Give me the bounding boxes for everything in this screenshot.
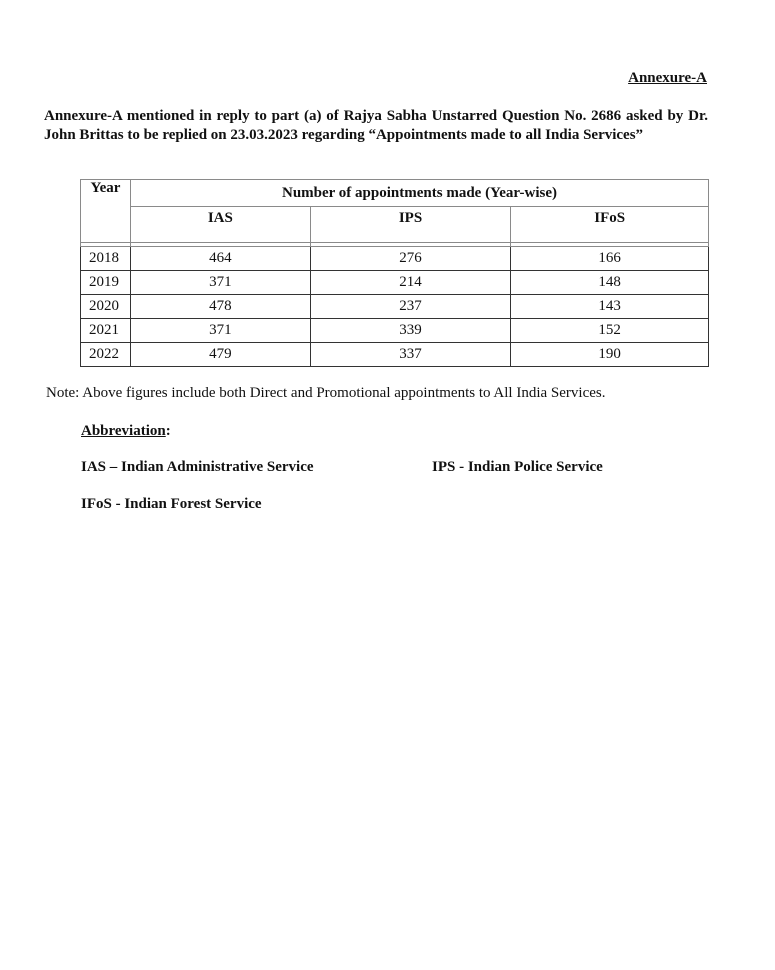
appointments-table bbox=[80, 179, 709, 367]
ifos-cell: 148 bbox=[511, 271, 709, 295]
group-column-header: Number of appointments made (Year-wise) bbox=[130, 180, 708, 207]
ifos-cell: 152 bbox=[511, 319, 709, 343]
year-cell: 2022 bbox=[81, 343, 131, 367]
abbreviation-ifos: IFoS - Indian Forest Service bbox=[81, 496, 262, 512]
table-row bbox=[81, 247, 709, 271]
ifos-cell: 166 bbox=[511, 247, 709, 271]
table-row bbox=[81, 295, 709, 319]
table-note: Note: Above figures include both Direct and Promotional appointments to All India Services. bbox=[46, 385, 606, 401]
abbreviation-ips: IPS - Indian Police Service bbox=[432, 459, 603, 475]
table-row bbox=[81, 319, 709, 343]
year-cell: 2020 bbox=[81, 295, 131, 319]
ifos-column-header: IFoS bbox=[511, 207, 709, 243]
annexure-label: Annexure-A bbox=[628, 70, 707, 86]
table-header-row bbox=[81, 180, 709, 207]
abbreviation-ias: IAS – Indian Administrative Service bbox=[81, 459, 314, 475]
year-cell: 2021 bbox=[81, 319, 131, 343]
ifos-cell: 190 bbox=[511, 343, 709, 367]
ips-cell: 237 bbox=[310, 295, 511, 319]
abbreviation-heading bbox=[81, 423, 171, 440]
ias-cell: 464 bbox=[130, 247, 310, 271]
ips-cell: 214 bbox=[310, 271, 511, 295]
ias-cell: 371 bbox=[130, 319, 310, 343]
abbreviation-heading-text: Abbreviation bbox=[81, 423, 166, 439]
table-row bbox=[81, 271, 709, 295]
ias-column-header: IAS bbox=[130, 207, 310, 243]
intro-paragraph: Annexure-A mentioned in reply to part (a) of Rajya Sabha Unstarred Question No. 2686 asked by Dr. John Brittas to be replied on 23.03.2023 regarding “Appointments made to all India Services” bbox=[44, 108, 708, 143]
ips-column-header: IPS bbox=[310, 207, 511, 243]
ias-cell: 371 bbox=[130, 271, 310, 295]
ifos-cell: 143 bbox=[511, 295, 709, 319]
ips-cell: 276 bbox=[310, 247, 511, 271]
ias-cell: 478 bbox=[130, 295, 310, 319]
year-cell: 2019 bbox=[81, 271, 131, 295]
year-column-header: Year bbox=[81, 180, 131, 243]
ips-cell: 339 bbox=[310, 319, 511, 343]
abbreviation-heading-colon: : bbox=[165, 423, 171, 439]
ias-cell: 479 bbox=[130, 343, 310, 367]
table-row bbox=[81, 343, 709, 367]
table-subheader-row bbox=[81, 207, 709, 243]
ips-cell: 337 bbox=[310, 343, 511, 367]
year-cell: 2018 bbox=[81, 247, 131, 271]
